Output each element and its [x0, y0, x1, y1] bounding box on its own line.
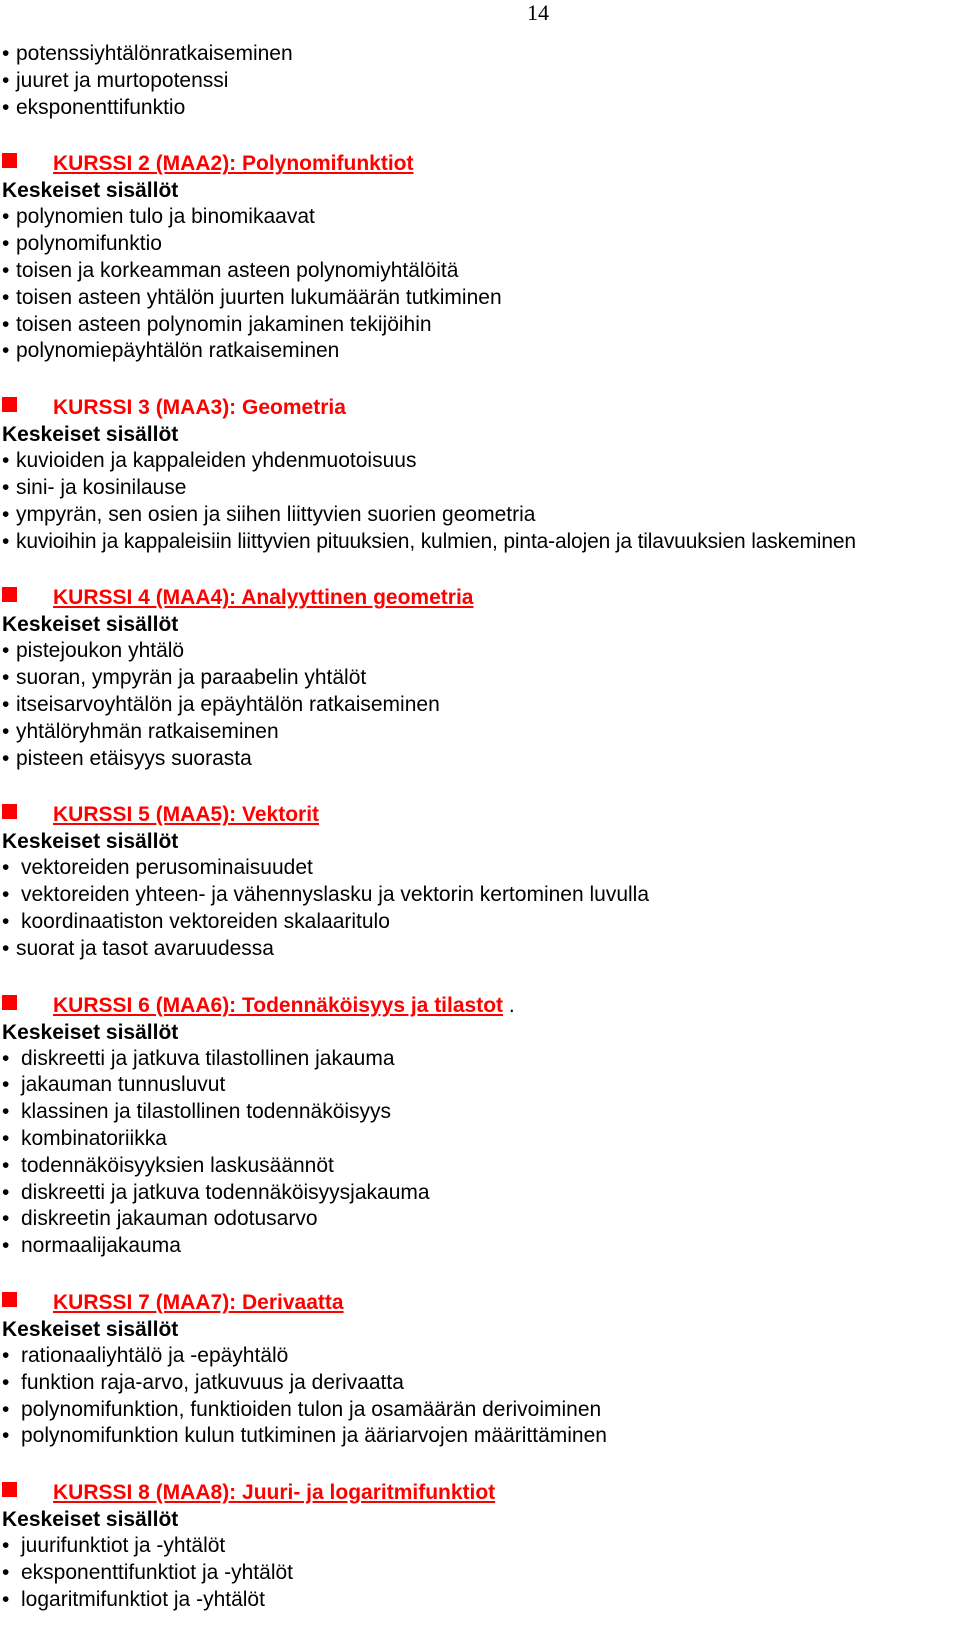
list-item-text: kombinatoriikka — [21, 1126, 167, 1150]
list-item — [2, 502, 957, 529]
course-section-maa8 — [2, 1479, 957, 1613]
course-title: KURSSI 4 (MAA4): Analyyttinen geometria — [53, 586, 474, 610]
course-title: KURSSI 7 (MAA7): Derivaatta — [53, 1290, 344, 1314]
list-item-text: polynomifunktio — [16, 232, 162, 256]
list-item — [2, 338, 957, 365]
list-item-text: kuvioihin ja kappaleisiin liittyvien pituuksien, kulmien, pinta-alojen ja tilavuuksien laskeminen — [16, 529, 856, 553]
section-label: Keskeiset sisällöt — [2, 1317, 179, 1341]
course-content-list — [2, 204, 957, 365]
list-item-text: pisteen etäisyys suorasta — [16, 746, 252, 770]
bullet-icon: • — [2, 1343, 10, 1367]
list-item — [2, 855, 957, 882]
bullet-icon: • — [2, 339, 10, 363]
list-item — [2, 882, 957, 909]
page-content — [2, 41, 957, 1613]
course-title-trailing: . — [503, 993, 515, 1017]
section-label: Keskeiset sisällöt — [2, 830, 179, 854]
bullet-icon: • — [2, 1046, 10, 1070]
course-title: KURSSI 2 (MAA2): Polynomifunktiot — [53, 152, 414, 176]
course-content-list — [2, 1343, 957, 1450]
bullet-icon: • — [2, 1560, 10, 1584]
bullet-icon: • — [2, 719, 10, 743]
list-item-text: juuret ja murtopotenssi — [16, 68, 229, 92]
list-item-text: eksponenttifunktiot ja -yhtälöt — [21, 1560, 293, 1584]
bullet-icon: • — [2, 746, 10, 770]
list-item-text: polynomien tulo ja binomikaavat — [16, 205, 315, 229]
red-square-bullet-icon — [2, 995, 17, 1010]
list-item-text: normaalijakauma — [21, 1234, 181, 1258]
red-square-bullet-icon — [2, 153, 17, 168]
list-item-text: diskreetti ja jatkuva tilastollinen jakauma — [21, 1046, 395, 1070]
bullet-icon: • — [2, 639, 10, 663]
list-item — [2, 1099, 957, 1126]
list-item-text: vektoreiden perusominaisuudet — [21, 856, 313, 880]
course-section-maa3 — [2, 394, 957, 555]
list-item — [2, 719, 957, 746]
section-label: Keskeiset sisällöt — [2, 179, 179, 203]
bullet-icon: • — [2, 1207, 10, 1231]
section-label: Keskeiset sisällöt — [2, 423, 179, 447]
list-item — [2, 529, 957, 556]
list-item — [2, 1370, 957, 1397]
list-item — [2, 1180, 957, 1207]
bullet-icon: • — [2, 42, 10, 65]
course-content-list — [2, 638, 957, 772]
list-item — [2, 448, 957, 475]
list-item-text: polynomifunktion kulun tutkiminen ja ääriarvojen määrittäminen — [21, 1424, 607, 1448]
bullet-icon: • — [2, 1126, 10, 1150]
bullet-icon: • — [2, 475, 10, 499]
bullet-icon: • — [2, 909, 10, 933]
list-item-text: kuvioiden ja kappaleiden yhdenmuotoisuus — [16, 449, 417, 473]
bullet-icon: • — [2, 1397, 10, 1421]
bullet-icon: • — [2, 856, 10, 880]
bullet-icon: • — [2, 95, 10, 119]
list-item-text: polynomiepäyhtälön ratkaiseminen — [16, 339, 340, 363]
list-item — [2, 1533, 957, 1560]
list-item-text: rationaaliyhtälö ja -epäyhtälö — [21, 1343, 289, 1367]
list-item — [2, 638, 957, 665]
list-item — [2, 231, 957, 258]
list-item — [2, 1343, 957, 1370]
course-heading — [2, 1289, 957, 1316]
list-item-text: yhtälöryhmän ratkaiseminen — [16, 719, 279, 743]
list-item — [2, 692, 957, 719]
course-heading — [2, 1479, 957, 1506]
course-section-maa5 — [2, 801, 957, 962]
list-item — [2, 909, 957, 936]
list-item-text: koordinaatiston vektoreiden skalaaritulo — [21, 909, 390, 933]
list-item-text: diskreetti ja jatkuva todennäköisyysjakauma — [21, 1180, 430, 1204]
list-item — [2, 1206, 957, 1233]
bullet-icon: • — [2, 692, 10, 716]
list-item — [2, 41, 957, 68]
list-item — [2, 1560, 957, 1587]
list-item-text: logaritmifunktiot ja -yhtälöt — [21, 1587, 265, 1611]
list-item — [2, 1423, 957, 1450]
list-item-text: jakauman tunnusluvut — [21, 1073, 226, 1097]
list-item-text: todennäköisyyksien laskusäännöt — [21, 1153, 334, 1177]
course-section-maa7 — [2, 1289, 957, 1450]
list-item-text: juurifunktiot ja -yhtälöt — [21, 1534, 226, 1558]
bullet-icon: • — [2, 883, 10, 907]
list-item-text: vektoreiden yhteen- ja vähennyslasku ja vektorin kertominen luvulla — [21, 883, 650, 907]
section-label: Keskeiset sisällöt — [2, 1508, 179, 1532]
list-item-text: itseisarvoyhtälön ja epäyhtälön ratkaiseminen — [16, 692, 440, 716]
page-number: 14 — [527, 0, 549, 25]
bullet-icon: • — [2, 1534, 10, 1558]
bullet-icon: • — [2, 449, 10, 473]
list-item — [2, 746, 957, 773]
list-item-text: pistejoukon yhtälö — [16, 639, 185, 663]
intro-list — [2, 41, 957, 121]
course-content-list — [2, 448, 957, 555]
list-item — [2, 936, 957, 963]
list-item-text: eksponenttifunktio — [16, 95, 186, 119]
bullet-icon: • — [2, 285, 10, 309]
bullet-icon: • — [2, 1234, 10, 1258]
bullet-icon: • — [2, 1180, 10, 1204]
bullet-icon: • — [2, 258, 10, 282]
bullet-icon: • — [2, 1153, 10, 1177]
course-content-list — [2, 1533, 957, 1613]
bullet-icon: • — [2, 666, 10, 690]
list-item-text: potenssiyhtälönratkaiseminen — [16, 42, 293, 65]
list-item-text: suorat ja tasot avaruudessa — [16, 936, 274, 960]
list-item — [2, 312, 957, 339]
bullet-icon: • — [2, 312, 10, 336]
list-item — [2, 285, 957, 312]
bullet-icon: • — [2, 1370, 10, 1394]
course-heading — [2, 801, 957, 828]
list-item-text: polynomifunktion, funktioiden tulon ja osamäärän derivoiminen — [21, 1397, 602, 1421]
course-heading — [2, 394, 957, 421]
red-square-bullet-icon — [2, 1292, 17, 1307]
red-square-bullet-icon — [2, 587, 17, 602]
course-heading — [2, 992, 957, 1019]
red-square-bullet-icon — [2, 397, 17, 412]
list-item — [2, 204, 957, 231]
bullet-icon: • — [2, 1424, 10, 1448]
course-title: KURSSI 3 (MAA3): Geometria — [53, 396, 346, 420]
bullet-icon: • — [2, 1073, 10, 1097]
course-title: KURSSI 6 (MAA6): Todennäköisyys ja tilastot — [53, 993, 504, 1017]
list-item — [2, 1397, 957, 1424]
list-item-text: diskreetin jakauman odotusarvo — [21, 1207, 318, 1231]
section-label: Keskeiset sisällöt — [2, 1020, 179, 1044]
list-item — [2, 665, 957, 692]
course-content-list — [2, 855, 957, 962]
list-item — [2, 1072, 957, 1099]
list-item — [2, 1126, 957, 1153]
bullet-icon: • — [2, 1100, 10, 1124]
list-item — [2, 1046, 957, 1073]
course-section-maa6 — [2, 992, 957, 1260]
list-item-text: sini- ja kosinilause — [16, 475, 187, 499]
list-item-text: ympyrän, sen osien ja siihen liittyvien suorien geometria — [16, 502, 536, 526]
bullet-icon: • — [2, 502, 10, 526]
list-item-text: toisen asteen polynomin jakaminen tekijöihin — [16, 312, 432, 336]
course-title: KURSSI 5 (MAA5): Vektorit — [53, 803, 320, 827]
red-square-bullet-icon — [2, 1482, 17, 1497]
bullet-icon: • — [2, 205, 10, 229]
bullet-icon: • — [2, 1587, 10, 1611]
course-heading — [2, 584, 957, 611]
bullet-icon: • — [2, 529, 10, 553]
course-section-maa2 — [2, 150, 957, 365]
list-item — [2, 1587, 957, 1614]
course-title: KURSSI 8 (MAA8): Juuri- ja logaritmifunktiot — [53, 1481, 496, 1505]
course-heading — [2, 150, 957, 177]
list-item-text: toisen ja korkeamman asteen polynomiyhtälöitä — [16, 258, 459, 282]
list-item-text: klassinen ja tilastollinen todennäköisyys — [21, 1100, 392, 1124]
section-label: Keskeiset sisällöt — [2, 613, 179, 637]
bullet-icon: • — [2, 68, 10, 92]
course-content-list — [2, 1046, 957, 1260]
list-item-text: funktion raja-arvo, jatkuvuus ja derivaatta — [21, 1370, 404, 1394]
red-square-bullet-icon — [2, 804, 17, 819]
bullet-icon: • — [2, 936, 10, 960]
list-item — [2, 258, 957, 285]
list-item — [2, 95, 957, 122]
list-item — [2, 475, 957, 502]
list-item — [2, 1153, 957, 1180]
list-item-text: toisen asteen yhtälön juurten lukumäärän tutkiminen — [16, 285, 502, 309]
list-item-text: suoran, ympyrän ja paraabelin yhtälöt — [16, 666, 367, 690]
bullet-icon: • — [2, 232, 10, 256]
list-item — [2, 1233, 957, 1260]
course-section-maa4 — [2, 584, 957, 772]
list-item — [2, 68, 957, 95]
